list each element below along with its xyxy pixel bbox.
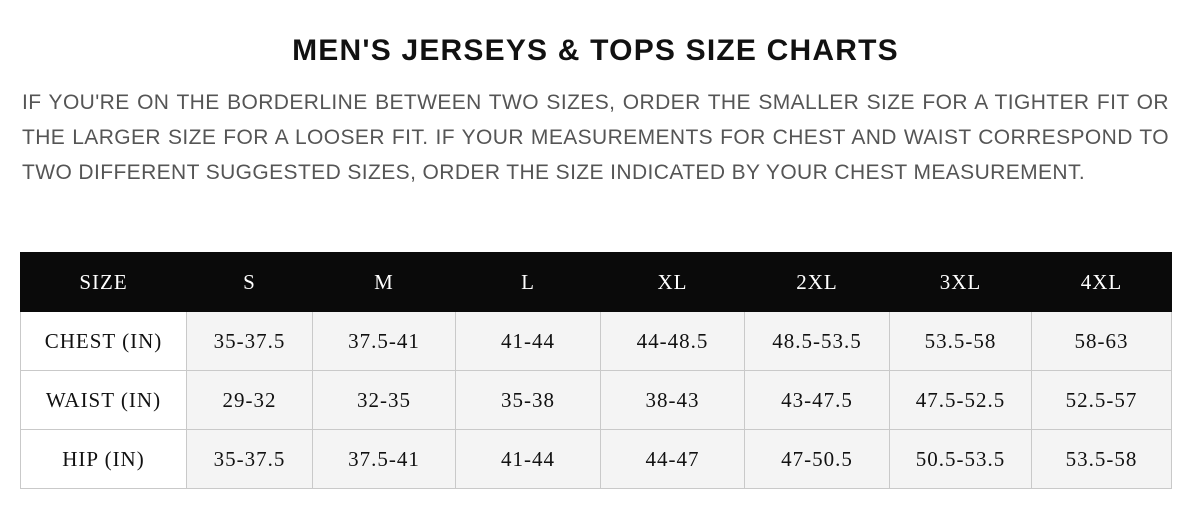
cell-hip-s: 35-37.5 [187,430,313,489]
cell-waist-2xl: 43-47.5 [745,371,890,430]
row-label-hip: HIP (IN) [21,430,187,489]
cell-waist-s: 29-32 [187,371,313,430]
cell-hip-m: 37.5-41 [313,430,456,489]
column-header-3xl: 3XL [890,253,1032,312]
cell-chest-l: 41-44 [456,312,601,371]
cell-hip-xl: 44-47 [601,430,745,489]
row-label-chest: CHEST (IN) [21,312,187,371]
column-header-xl: XL [601,253,745,312]
cell-hip-2xl: 47-50.5 [745,430,890,489]
column-header-2xl: 2XL [745,253,890,312]
cell-chest-s: 35-37.5 [187,312,313,371]
column-header-l: L [456,253,601,312]
column-header-size: SIZE [21,253,187,312]
table-row [21,312,1172,371]
table-header [21,253,1172,312]
column-header-m: M [313,253,456,312]
cell-waist-3xl: 47.5-52.5 [890,371,1032,430]
table-header-row [21,253,1172,312]
column-header-s: S [187,253,313,312]
cell-chest-3xl: 53.5-58 [890,312,1032,371]
size-chart-table [20,252,1172,489]
cell-waist-m: 32-35 [313,371,456,430]
cell-chest-xl: 44-48.5 [601,312,745,371]
cell-waist-xl: 38-43 [601,371,745,430]
cell-chest-4xl: 58-63 [1032,312,1172,371]
page-title: MEN'S JERSEYS & TOPS SIZE CHARTS [292,34,899,67]
cell-hip-3xl: 50.5-53.5 [890,430,1032,489]
cell-chest-m: 37.5-41 [313,312,456,371]
cell-hip-4xl: 53.5-58 [1032,430,1172,489]
table-row [21,430,1172,489]
row-label-waist: WAIST (IN) [21,371,187,430]
table-body [21,312,1172,489]
table-row [21,371,1172,430]
column-header-4xl: 4XL [1032,253,1172,312]
cell-hip-l: 41-44 [456,430,601,489]
cell-chest-2xl: 48.5-53.5 [745,312,890,371]
intro-paragraph: IF YOU'RE ON THE BORDERLINE BETWEEN TWO SIZES, ORDER THE SMALLER SIZE FOR A TIGHTER FIT OR THE LARGER SIZE FOR A LOOSER FIT. IF YOUR MEASUREMENTS FOR CHEST AND WAIST CORRESPOND TO TWO DIFFERENT SUGGESTED SIZES, ORDER THE SIZE INDICATED BY YOUR CHEST MEASUREMENT. [22,91,1169,184]
cell-waist-l: 35-38 [456,371,601,430]
size-chart-table-wrap [20,252,1171,489]
cell-waist-4xl: 52.5-57 [1032,371,1172,430]
